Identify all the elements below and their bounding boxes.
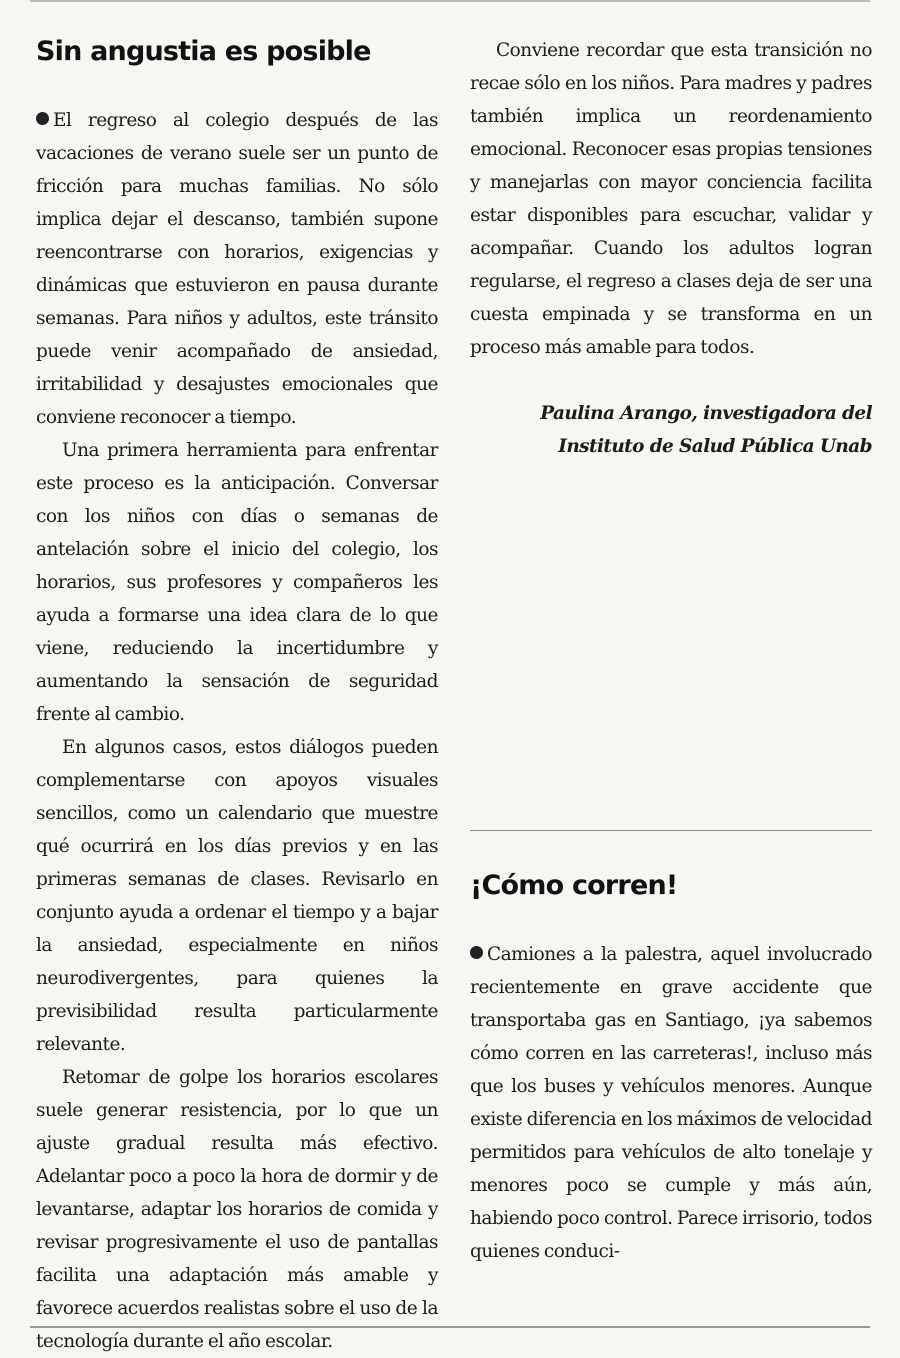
article-paragraph: El regreso al colegio después de las vacaciones de verano suele ser un punto de fricción para muchas familias. No sólo implica dejar el descanso, también supone reencontrarse con horarios, exigencias y dinámicas que estuvieron en pausa durante semanas. Para niños y adultos, este tránsito puede venir acompañado de ansiedad, irritabilidad y desajustes emocionales que conviene reconocer a tiempo. bbox=[36, 110, 438, 428]
column-separator bbox=[470, 830, 872, 831]
article-paragraph: Camiones a la palestra, aquel involucrado recientemente en grave accidente que transportaba gas en Santiago, ¡ya sabemos cómo corren en las carreteras!, incluso más que los buses y vehículos menores. Aunque existe diferencia en los máximos de velocidad permitidos para vehículos de alto tonelaje y menores poco se cumple y más aún, habiendo poco control. Parece irrisorio, todos quienes conduci- bbox=[470, 944, 872, 1262]
article-title: ¡Cómo corren! bbox=[470, 870, 678, 901]
bullet-icon bbox=[470, 946, 483, 959]
article-como-corren bbox=[470, 868, 872, 1268]
byline bbox=[470, 397, 872, 463]
article-paragraph: Conviene recordar que esta transición no recae sólo en los niños. Para madres y padres también implica un reordenamiento emocional. Reconocer esas propias tensiones y manejarlas con mayor conciencia facilita estar disponibles para escuchar, validar y acompañar. Cuando los adultos logran regularse, el regreso a clases deja de ser una cuesta empinada y se transforma en un proceso más amable para todos. bbox=[470, 40, 872, 358]
article-sin-angustia-continued bbox=[470, 34, 872, 463]
byline-author: Paulina Arango, investigadora del bbox=[540, 403, 872, 424]
article-sin-angustia bbox=[36, 34, 438, 1358]
bottom-rule bbox=[30, 1326, 870, 1328]
article-paragraph: En algunos casos, estos diálogos pueden complementarse con apoyos visuales sencillos, como un calendario que muestre qué ocurrirá en los días previos y en las primeras semanas de clases. Revisarlo en conjunto ayuda a ordenar el tiempo y a bajar la ansiedad, especialmente en niños neurodivergentes, para quienes la previsibilidad resulta particularmente relevante. bbox=[36, 737, 438, 1055]
article-title: Sin angustia es posible bbox=[36, 36, 371, 67]
bullet-icon bbox=[36, 112, 49, 125]
article-paragraph: Retomar de golpe los horarios escolares suele generar resistencia, por lo que un ajuste gradual resulta más efectivo. Adelantar poco a poco la hora de dormir y de levantarse, adaptar los horarios de comida y revisar progresivamente el uso de pantallas facilita una adaptación más amable y favorece acuerdos realistas sobre el uso de la tecnología durante el año escolar. bbox=[36, 1067, 438, 1352]
article-paragraph: Una primera herramienta para enfrentar este proceso es la anticipación. Conversar con los niños con días o semanas de antelación sobre el inicio del colegio, los horarios, sus profesores y compañeros les ayuda a formarse una idea clara de lo que viene, reduciendo la incertidumbre y aumentando la sensación de seguridad frente al cambio. bbox=[36, 440, 438, 725]
byline-institution: Instituto de Salud Pública Unab bbox=[558, 436, 872, 457]
top-rule bbox=[30, 0, 870, 2]
